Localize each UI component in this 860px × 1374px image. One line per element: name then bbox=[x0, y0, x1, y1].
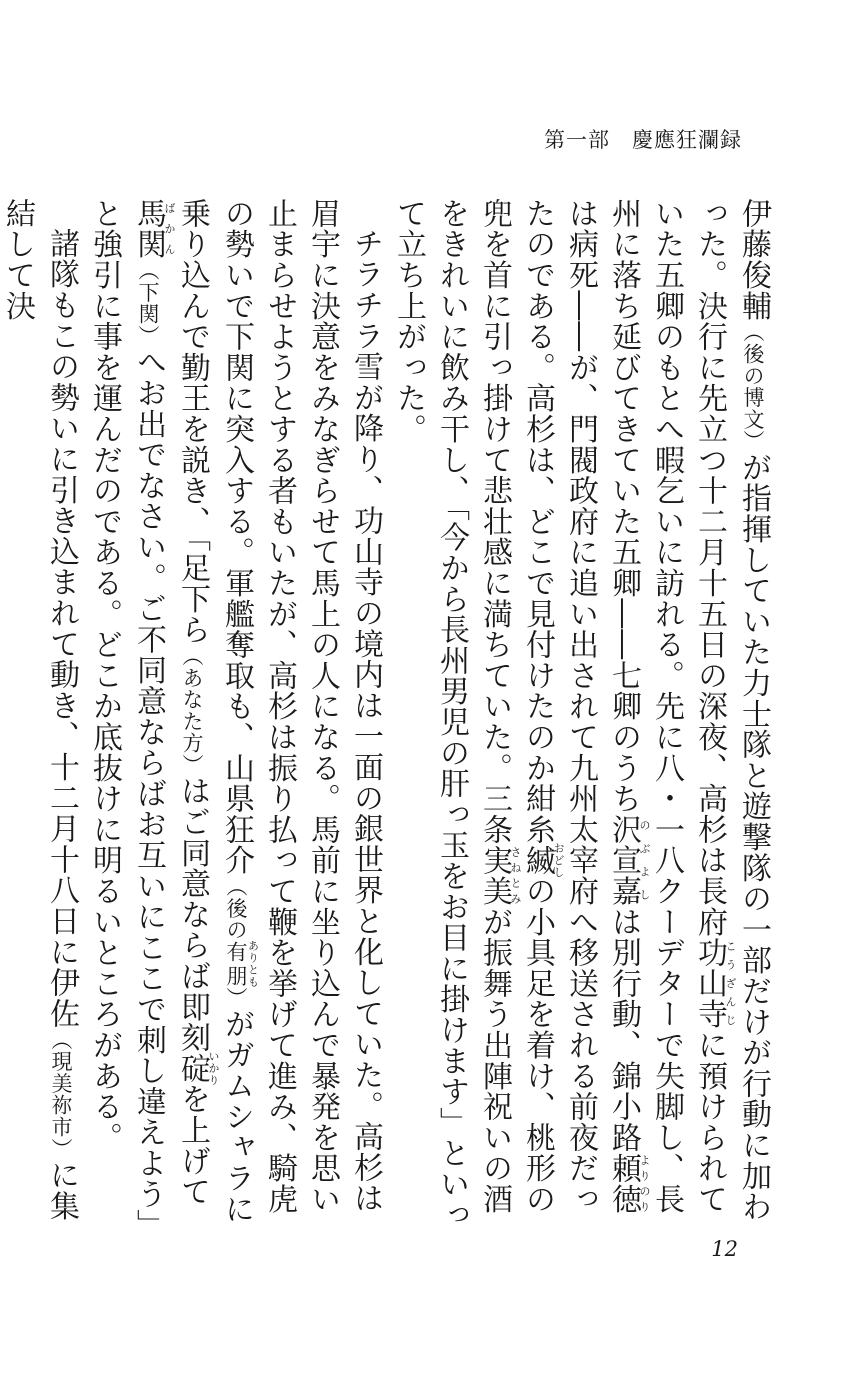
text-run: の小具足を着け、桃形の兜を首に引っ掛けて悲壮感に満ちていた。三条 bbox=[477, 198, 555, 1215]
text-run: に集結して決 bbox=[0, 198, 79, 1222]
ruby-word bbox=[224, 939, 260, 988]
inline-note: （下関） bbox=[136, 259, 160, 347]
furigana: ばかん bbox=[163, 198, 176, 260]
ruby-base: 碇 bbox=[175, 1050, 210, 1087]
ruby-word bbox=[692, 937, 737, 1030]
ruby-base: 功山寺 bbox=[692, 937, 727, 1030]
inline-note: （あなた方） bbox=[180, 645, 204, 776]
text-run: に預けられていた五卿のもとへ暇乞いに訪れる。先に八・一八クーデターで失脚し、長州に落ち延びてきていた五卿――七卿のうち bbox=[606, 198, 727, 1215]
inline-note: （後の博文） bbox=[741, 321, 765, 453]
ruby-base: 縅 bbox=[520, 842, 555, 879]
furigana: おどし bbox=[552, 842, 565, 879]
body-text bbox=[0, 198, 775, 1238]
page-number: 12 bbox=[711, 1237, 738, 1261]
furigana: いかり bbox=[207, 1050, 220, 1087]
text-run: が指揮していた力士隊と遊撃隊の一部だけが行動に加わった。決行に先立つ十二月十五日の深夜、高杉は長府 bbox=[692, 198, 771, 1223]
ruby-word bbox=[520, 842, 565, 879]
text-run: がガムシャラに乗り込んで勤王を説き、「足下ら bbox=[175, 198, 254, 1225]
text-run: へお出でなさい。ご不同意ならばお互いにここで刺し違えよう」と強引に事を運んだのである。どこか底抜けに明るいところがある。 bbox=[87, 198, 166, 1226]
ruby-base: 実美 bbox=[477, 844, 512, 907]
text-run: 諸隊もこの勢いに引き込まれて動き、十二月十八日に伊佐 bbox=[44, 228, 79, 1029]
ruby-base: 沢宣嘉 bbox=[606, 814, 641, 907]
furigana: さねとみ bbox=[509, 844, 522, 907]
ruby-base: 有朋 bbox=[224, 939, 248, 988]
ruby-base: 馬関 bbox=[131, 198, 166, 260]
text-run: は別行動、錦小路 bbox=[606, 906, 641, 1153]
inline-note: ） bbox=[224, 986, 248, 1009]
text-run: は病死――が、門閥政府に追い出されて九州太宰府へ移送される前夜だったのである。高杉は、どこで見付けたのか紺糸 bbox=[520, 198, 598, 1215]
text-run: はご同意ならば即刻 bbox=[175, 775, 210, 1054]
ruby-word bbox=[131, 198, 176, 260]
ruby-word bbox=[606, 1152, 651, 1215]
ruby-word bbox=[606, 814, 651, 907]
running-head: 第一部 慶應狂瀾録 bbox=[544, 128, 742, 152]
paragraph bbox=[387, 198, 775, 1238]
text-run: を上げて bbox=[175, 1083, 210, 1208]
furigana: こうざんじ bbox=[724, 937, 737, 1030]
ruby-word bbox=[175, 1050, 220, 1087]
text-run: が振舞う出陣祝いの酒をきれいに飲み干し、「今から長州男児の肝っ玉をお目に掛けます」といって立ち上がった。 bbox=[391, 198, 512, 1231]
paragraph bbox=[83, 198, 387, 1238]
furigana: よりのり bbox=[638, 1152, 651, 1215]
inline-note: （後の bbox=[224, 875, 248, 942]
inline-note: （現美祢市） bbox=[49, 1028, 73, 1160]
ruby-word bbox=[477, 844, 522, 907]
furigana: のぶよし bbox=[638, 814, 651, 907]
text-run: チラチラ雪が降り、功山寺の境内は一面の銀世界と化していた。高杉は眉宇に決意をみなぎらせて馬上の人になる。馬前に坐り込んで暴発を思い止まらせようとする者もいたが、高杉は振り払って鞭を挙げて進み、騎虎の勢いで下関に突入する。軍艦奪取も、山県狂介 bbox=[219, 198, 383, 1215]
text-run: 伊藤俊輔 bbox=[736, 198, 771, 322]
ruby-base: 頼徳 bbox=[606, 1152, 641, 1215]
furigana: ありとも bbox=[246, 939, 260, 988]
paragraph bbox=[0, 198, 83, 1238]
